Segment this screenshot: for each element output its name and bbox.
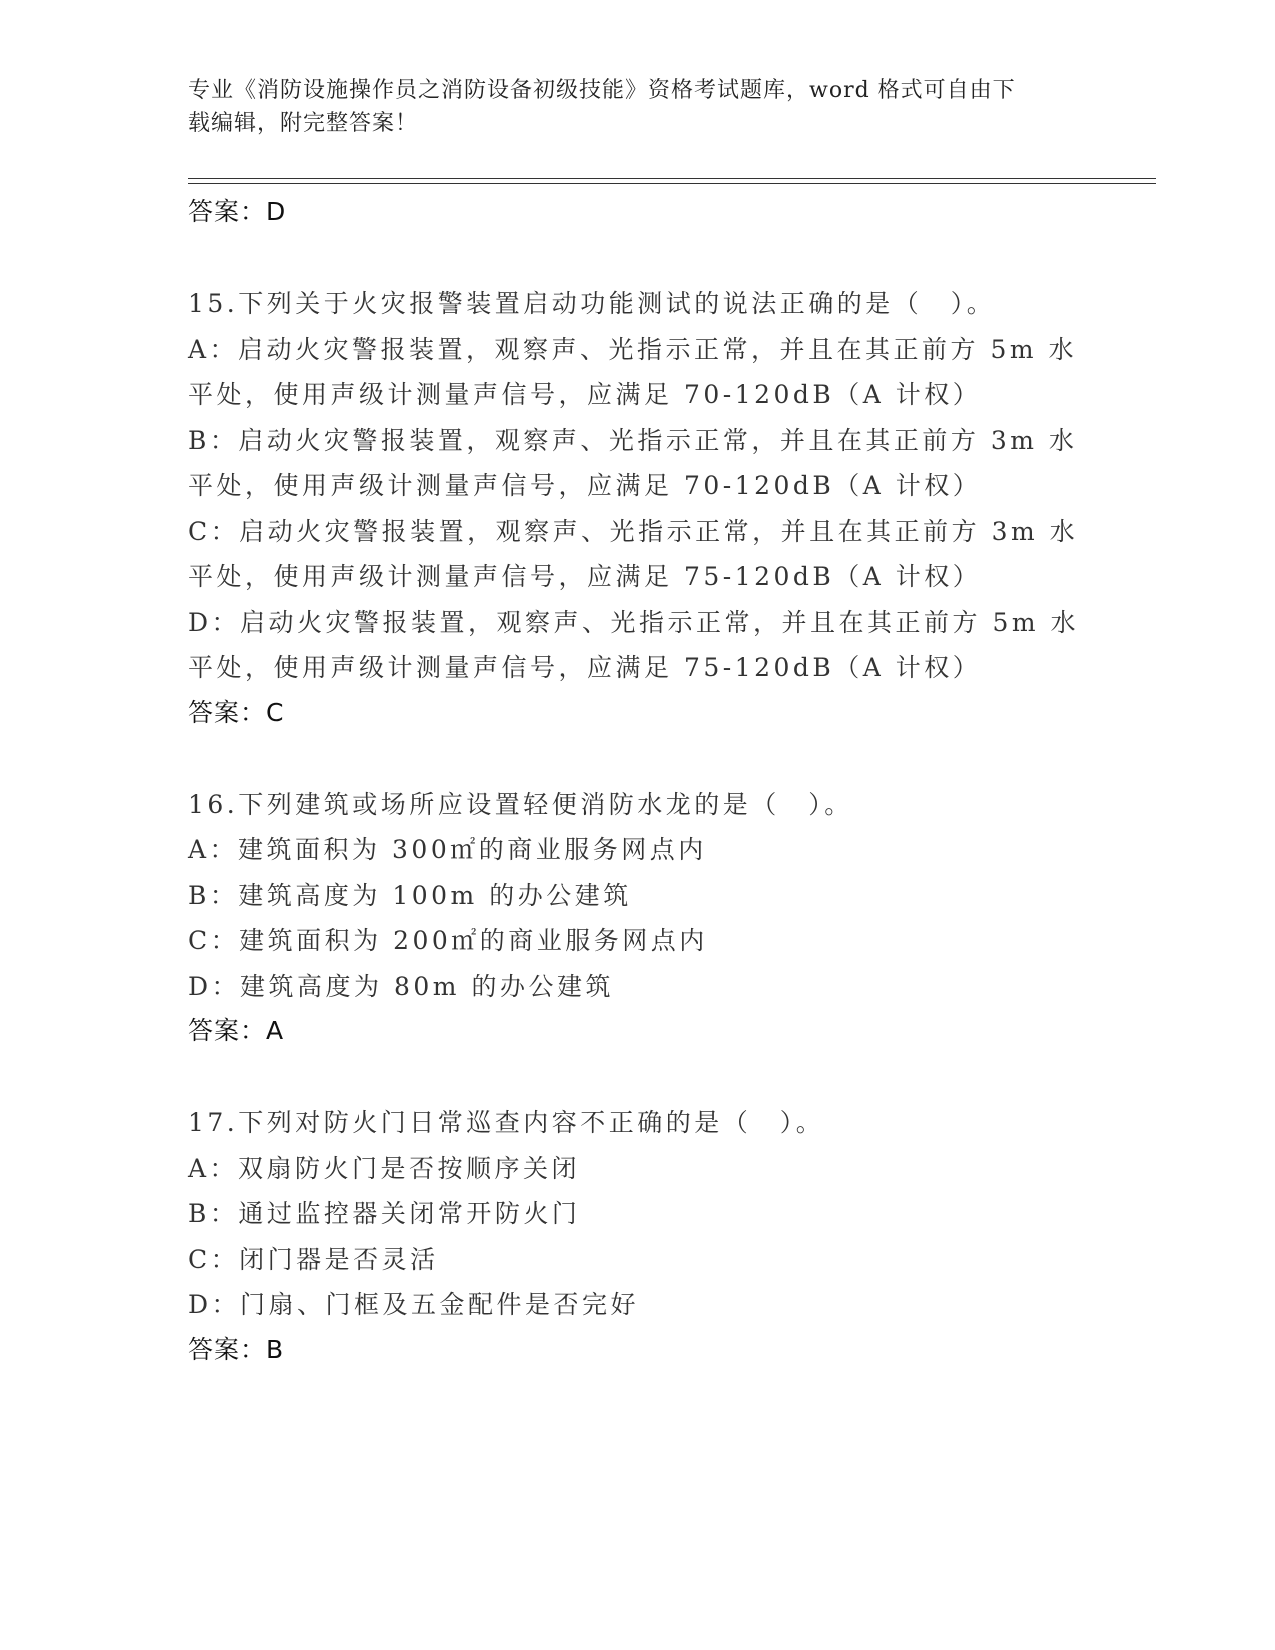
answer: 答案：A — [188, 1016, 285, 1045]
option-a-line-1: A：启动火灾警报装置，观察声、光指示正常，并且在其正前方 5m 水 — [188, 334, 1078, 364]
option-c-line-1: C：启动火灾警报装置，观察声、光指示正常，并且在其正前方 3m 水 — [188, 516, 1079, 546]
previous-answer: 答案：D — [188, 197, 287, 226]
spacer — [188, 234, 1088, 281]
question-content — [188, 190, 1088, 1372]
question-stem: 15.下列关于火灾报警装置启动功能测试的说法正确的是（ ）。 — [188, 289, 996, 318]
answer: 答案：C — [188, 697, 285, 727]
option-d-line-2: 平处，使用声级计测量声信号，应满足 75-120dB（A 计权） — [188, 653, 982, 682]
option-a: A：建筑面积为 300㎡的商业服务网点内 — [188, 835, 707, 864]
header-line-1: 专业《消防设施操作员之消防设备初级技能》资格考试题库，word 格式可自由下 — [188, 78, 1016, 103]
option-c: C：建筑面积为 200㎡的商业服务网点内 — [188, 926, 708, 955]
option-c-line-2: 平处，使用声级计测量声信号，应满足 75-120dB（A 计权） — [188, 562, 982, 591]
option-d: D：建筑高度为 80m 的办公建筑 — [188, 971, 614, 1001]
option-a-line-2: 平处，使用声级计测量声信号，应满足 70-120dB（A 计权） — [188, 380, 982, 409]
option-b-line-2: 平处，使用声级计测量声信号，应满足 70-120dB（A 计权） — [188, 471, 982, 500]
option-d: D：门扇、门框及五金配件是否完好 — [188, 1290, 640, 1319]
header-rule-top — [188, 178, 1156, 179]
option-a: A：双扇防火门是否按顺序关闭 — [188, 1153, 581, 1183]
header-line-2: 载编辑，附完整答案！ — [188, 111, 419, 136]
question-stem: 17.下列对防火门日常巡查内容不正确的是（ ）。 — [188, 1108, 825, 1137]
option-d-line-1: D：启动火灾警报装置，观察声、光指示正常，并且在其正前方 5m 水 — [188, 607, 1080, 637]
question-16 — [188, 782, 1088, 1054]
option-b-line-1: B：启动火灾警报装置，观察声、光指示正常，并且在其正前方 3m 水 — [188, 425, 1078, 455]
document-header — [188, 74, 1068, 140]
header-rule-bottom — [188, 183, 1156, 184]
option-b: B：建筑高度为 100m 的办公建筑 — [188, 880, 632, 910]
option-b: B：通过监控器关闭常开防火门 — [188, 1199, 581, 1228]
option-c: C：闭门器是否灵活 — [188, 1244, 439, 1274]
spacer — [188, 1053, 1088, 1100]
question-stem: 16.下列建筑或场所应设置轻便消防水龙的是（ ）。 — [188, 789, 853, 819]
question-17 — [188, 1100, 1088, 1372]
answer: 答案：B — [188, 1334, 285, 1364]
question-15 — [188, 281, 1088, 735]
spacer — [188, 735, 1088, 782]
